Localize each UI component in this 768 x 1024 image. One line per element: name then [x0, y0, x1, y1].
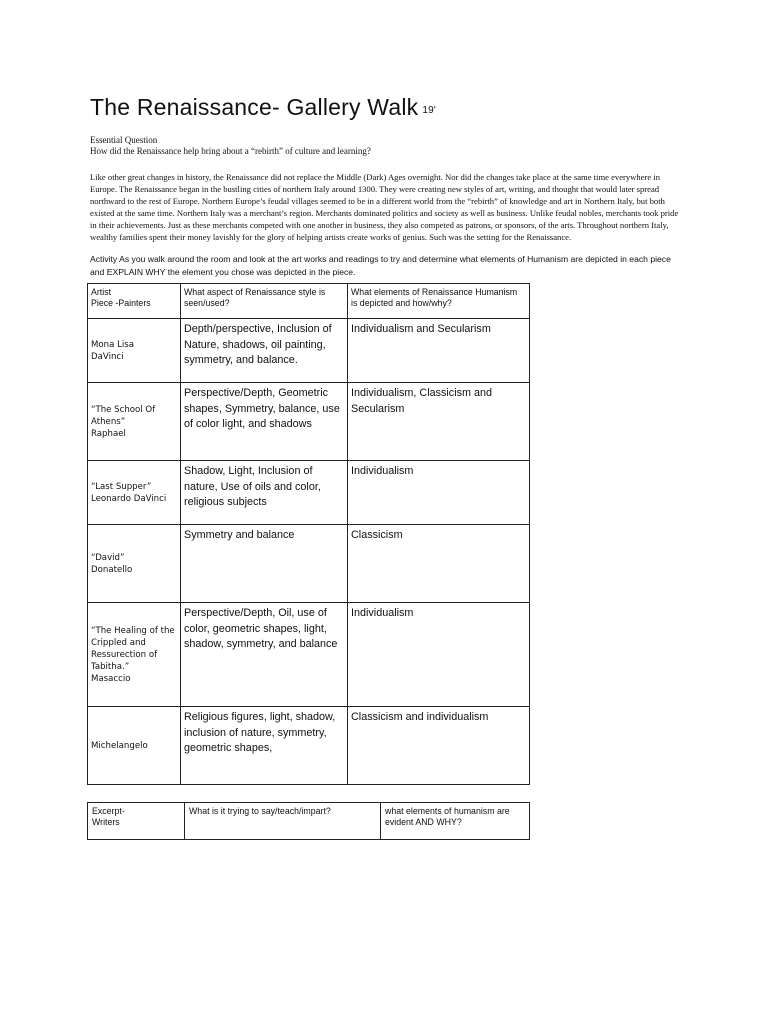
cell-piece: “Last Supper” Leonardo DaVinci: [88, 461, 181, 525]
intro-paragraph: Like other great changes in history, the Renaissance did not replace the Middle (Dark) Ages overnight. Nor did the changes take place at the same time everywhere in Europe. The Renaissance began in the bustling cities of northern Italy around 1300. They were creating new styles of art, writing, and thought that would later spread northward to the rest of Europe. Northern Europe’s feudal villages seemed to be in a different world from the “rebirth” of knowledge and art in Northern Italy, but both existed at the same time. Northern Italy was a merchant’s region. Merchants dominated politics and society as well as business. Unlike feudal nobles, merchants took pride in their achievements. Just as these merchants competed with one another in business, they also competed as patrons, or sponsors, of the arts. Throughout northern Italy, wealthy families spent their money lavishly for the glory of helping artists create works of genius. Such was the setting for the Renaissance.: [90, 172, 679, 242]
cell-humanism: Individualism, Classicism and Secularism: [348, 383, 530, 461]
cell-humanism: Classicism and individualism: [348, 707, 530, 785]
cell-humanism: Classicism: [348, 525, 530, 603]
cell-piece: Mona Lisa DaVinci: [88, 319, 181, 383]
cell-humanism: Individualism: [348, 603, 530, 707]
title-text: The Renaissance- Gallery Walk: [90, 94, 419, 120]
table-row: [88, 461, 530, 525]
essential-question-label: Essential Question: [90, 135, 158, 145]
cell-humanism: Individualism and Secularism: [348, 319, 530, 383]
excerpt-header-humanism: what elements of humanism are evident AND WHY?: [381, 803, 530, 840]
header-style: What aspect of Renaissance style is seen/used?: [181, 284, 348, 319]
cell-piece: Michelangelo: [88, 707, 181, 785]
cell-piece: “David” Donatello: [88, 525, 181, 603]
cell-style: Perspective/Depth, Geometric shapes, Symmetry, balance, use of color light, and shadows: [181, 383, 348, 461]
title-superscript: 19': [422, 105, 436, 116]
excerpt-header-writers: Excerpt- Writers: [88, 803, 185, 840]
excerpt-table-header: [88, 803, 530, 840]
cell-style: Shadow, Light, Inclusion of nature, Use of oils and color, religious subjects: [181, 461, 348, 525]
activity-instructions: Activity As you walk around the room and look at the art works and readings to try and determine what elements of Humanism are depicted in each piece and EXPLAIN WHY the element you chose was depicted in the piece.: [90, 254, 671, 277]
cell-piece: “The Healing of the Crippled and Ressurection of Tabitha.” Masaccio: [88, 603, 181, 707]
excerpt-header-teach: What is it trying to say/teach/impart?: [185, 803, 381, 840]
artist-table-header: [88, 284, 530, 319]
cell-style: Religious figures, light, shadow, inclusion of nature, symmetry, geometric shapes,: [181, 707, 348, 785]
header-piece: Artist Piece -Painters: [88, 284, 181, 319]
cell-style: Symmetry and balance: [181, 525, 348, 603]
table-row: [88, 707, 530, 785]
header-humanism: What elements of Renaissance Humanism is depicted and how/why?: [348, 284, 530, 319]
excerpt-table: [87, 802, 530, 840]
cell-piece: “The School Of Athens” Raphael: [88, 383, 181, 461]
page-title: [90, 94, 680, 121]
table-row: [88, 525, 530, 603]
document-page: [90, 94, 680, 288]
table-row: [88, 383, 530, 461]
cell-humanism: Individualism: [348, 461, 530, 525]
cell-style: Perspective/Depth, Oil, use of color, geometric shapes, light, shadow, symmetry, and balance: [181, 603, 348, 707]
essential-question-text: How did the Renaissance help bring about a “rebirth” of culture and learning?: [90, 146, 371, 156]
artist-table: [87, 283, 530, 785]
cell-style: Depth/perspective, Inclusion of Nature, shadows, oil painting, symmetry, and balance.: [181, 319, 348, 383]
table-row: [88, 319, 530, 383]
table-row: [88, 603, 530, 707]
essential-question-block: [90, 135, 680, 157]
